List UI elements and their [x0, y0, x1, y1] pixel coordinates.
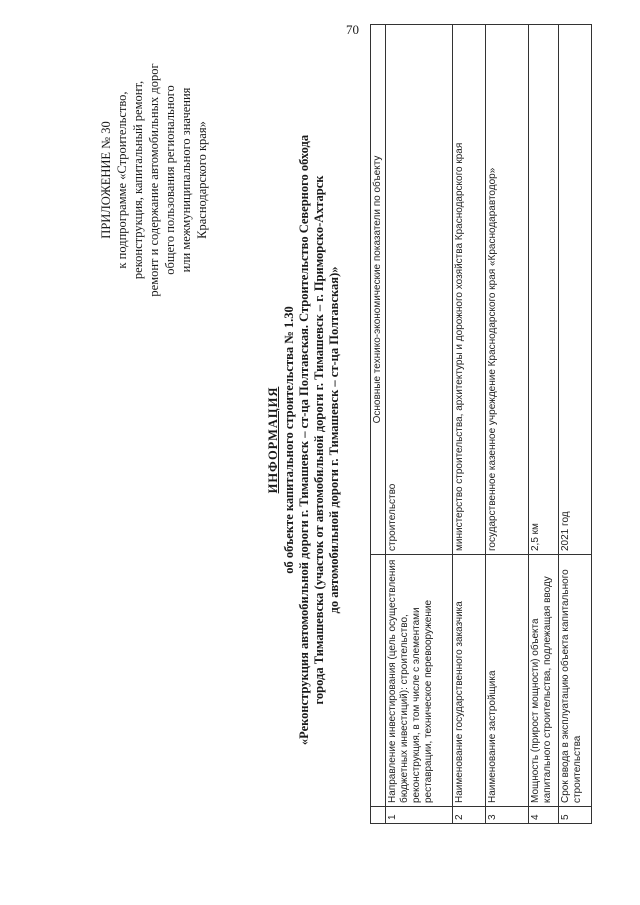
- row-number: 1: [386, 807, 453, 824]
- row-name: Наименование государственного заказчика: [453, 555, 486, 807]
- table-row: [559, 25, 592, 824]
- row-name: Срок ввода в эксплуатацию объекта капитального строительства: [559, 555, 592, 807]
- page-number: 70: [346, 22, 359, 37]
- appendix-line: реконструкция, капитальный ремонт,: [131, 80, 145, 280]
- table-row: [486, 25, 529, 824]
- row-value: министерство строительства, архитектуры и дорожного хозяйства Краснодарского края: [453, 25, 486, 555]
- row-value: строительство: [386, 25, 453, 555]
- appendix-line: или межмуниципального значения: [179, 87, 193, 273]
- table-header-row: [371, 25, 386, 824]
- table-cell: [371, 555, 386, 807]
- document-heading: [266, 60, 342, 820]
- row-value: государственное казенное учреждение Краснодарского края «Краснодаравтодор»: [486, 25, 529, 555]
- heading-line: об объекте капитального строительства № 1.30: [282, 306, 296, 574]
- row-number: 5: [559, 807, 592, 824]
- table-header: Основные технико-экономические показатели по объекту: [371, 25, 386, 555]
- row-number: 3: [486, 807, 529, 824]
- row-value: 2021 год: [559, 25, 592, 555]
- appendix-block: [98, 20, 210, 340]
- heading-line: до автомобильной дороги г. Тимашевск – ст-ца Полтавская)»: [327, 266, 341, 614]
- table-cell: [371, 807, 386, 824]
- appendix-line: Краснодарского края»: [195, 121, 209, 239]
- row-number: 2: [453, 807, 486, 824]
- row-name: Направление инвестирования (цель осуществления бюджетных инвестиций): строительство, реконструкция, в том числе с элементами реставрации, техническое перевооружение: [386, 555, 453, 807]
- table-row: [386, 25, 453, 824]
- heading-line: города Тимашевска (участок от автомобильной дороги г. Тимашевск – г. Приморско-Ахтарск: [312, 175, 326, 705]
- document-title: ИНФОРМАЦИЯ: [266, 386, 280, 494]
- table-row: [529, 25, 559, 824]
- row-name: Мощность (прирост мощности) объекта капитального строительства, подлежащая вводу: [529, 555, 559, 807]
- appendix-line: ремонт и содержание автомобильных дорог: [147, 63, 161, 297]
- row-value: 2,5 км: [529, 25, 559, 555]
- appendix-line: общего пользования регионального: [163, 85, 177, 275]
- table-row: [453, 25, 486, 824]
- indicators-table: [370, 24, 592, 824]
- appendix-line: к подпрограмме «Строительство,: [115, 91, 129, 269]
- heading-line: «Реконструкция автомобильной дороги г. Тимашевск – ст-ца Полтавская. Строительство Северного обхода: [297, 134, 311, 746]
- appendix-line: ПРИЛОЖЕНИЕ № 30: [99, 121, 113, 239]
- row-name: Наименование застройщика: [486, 555, 529, 807]
- row-number: 4: [529, 807, 559, 824]
